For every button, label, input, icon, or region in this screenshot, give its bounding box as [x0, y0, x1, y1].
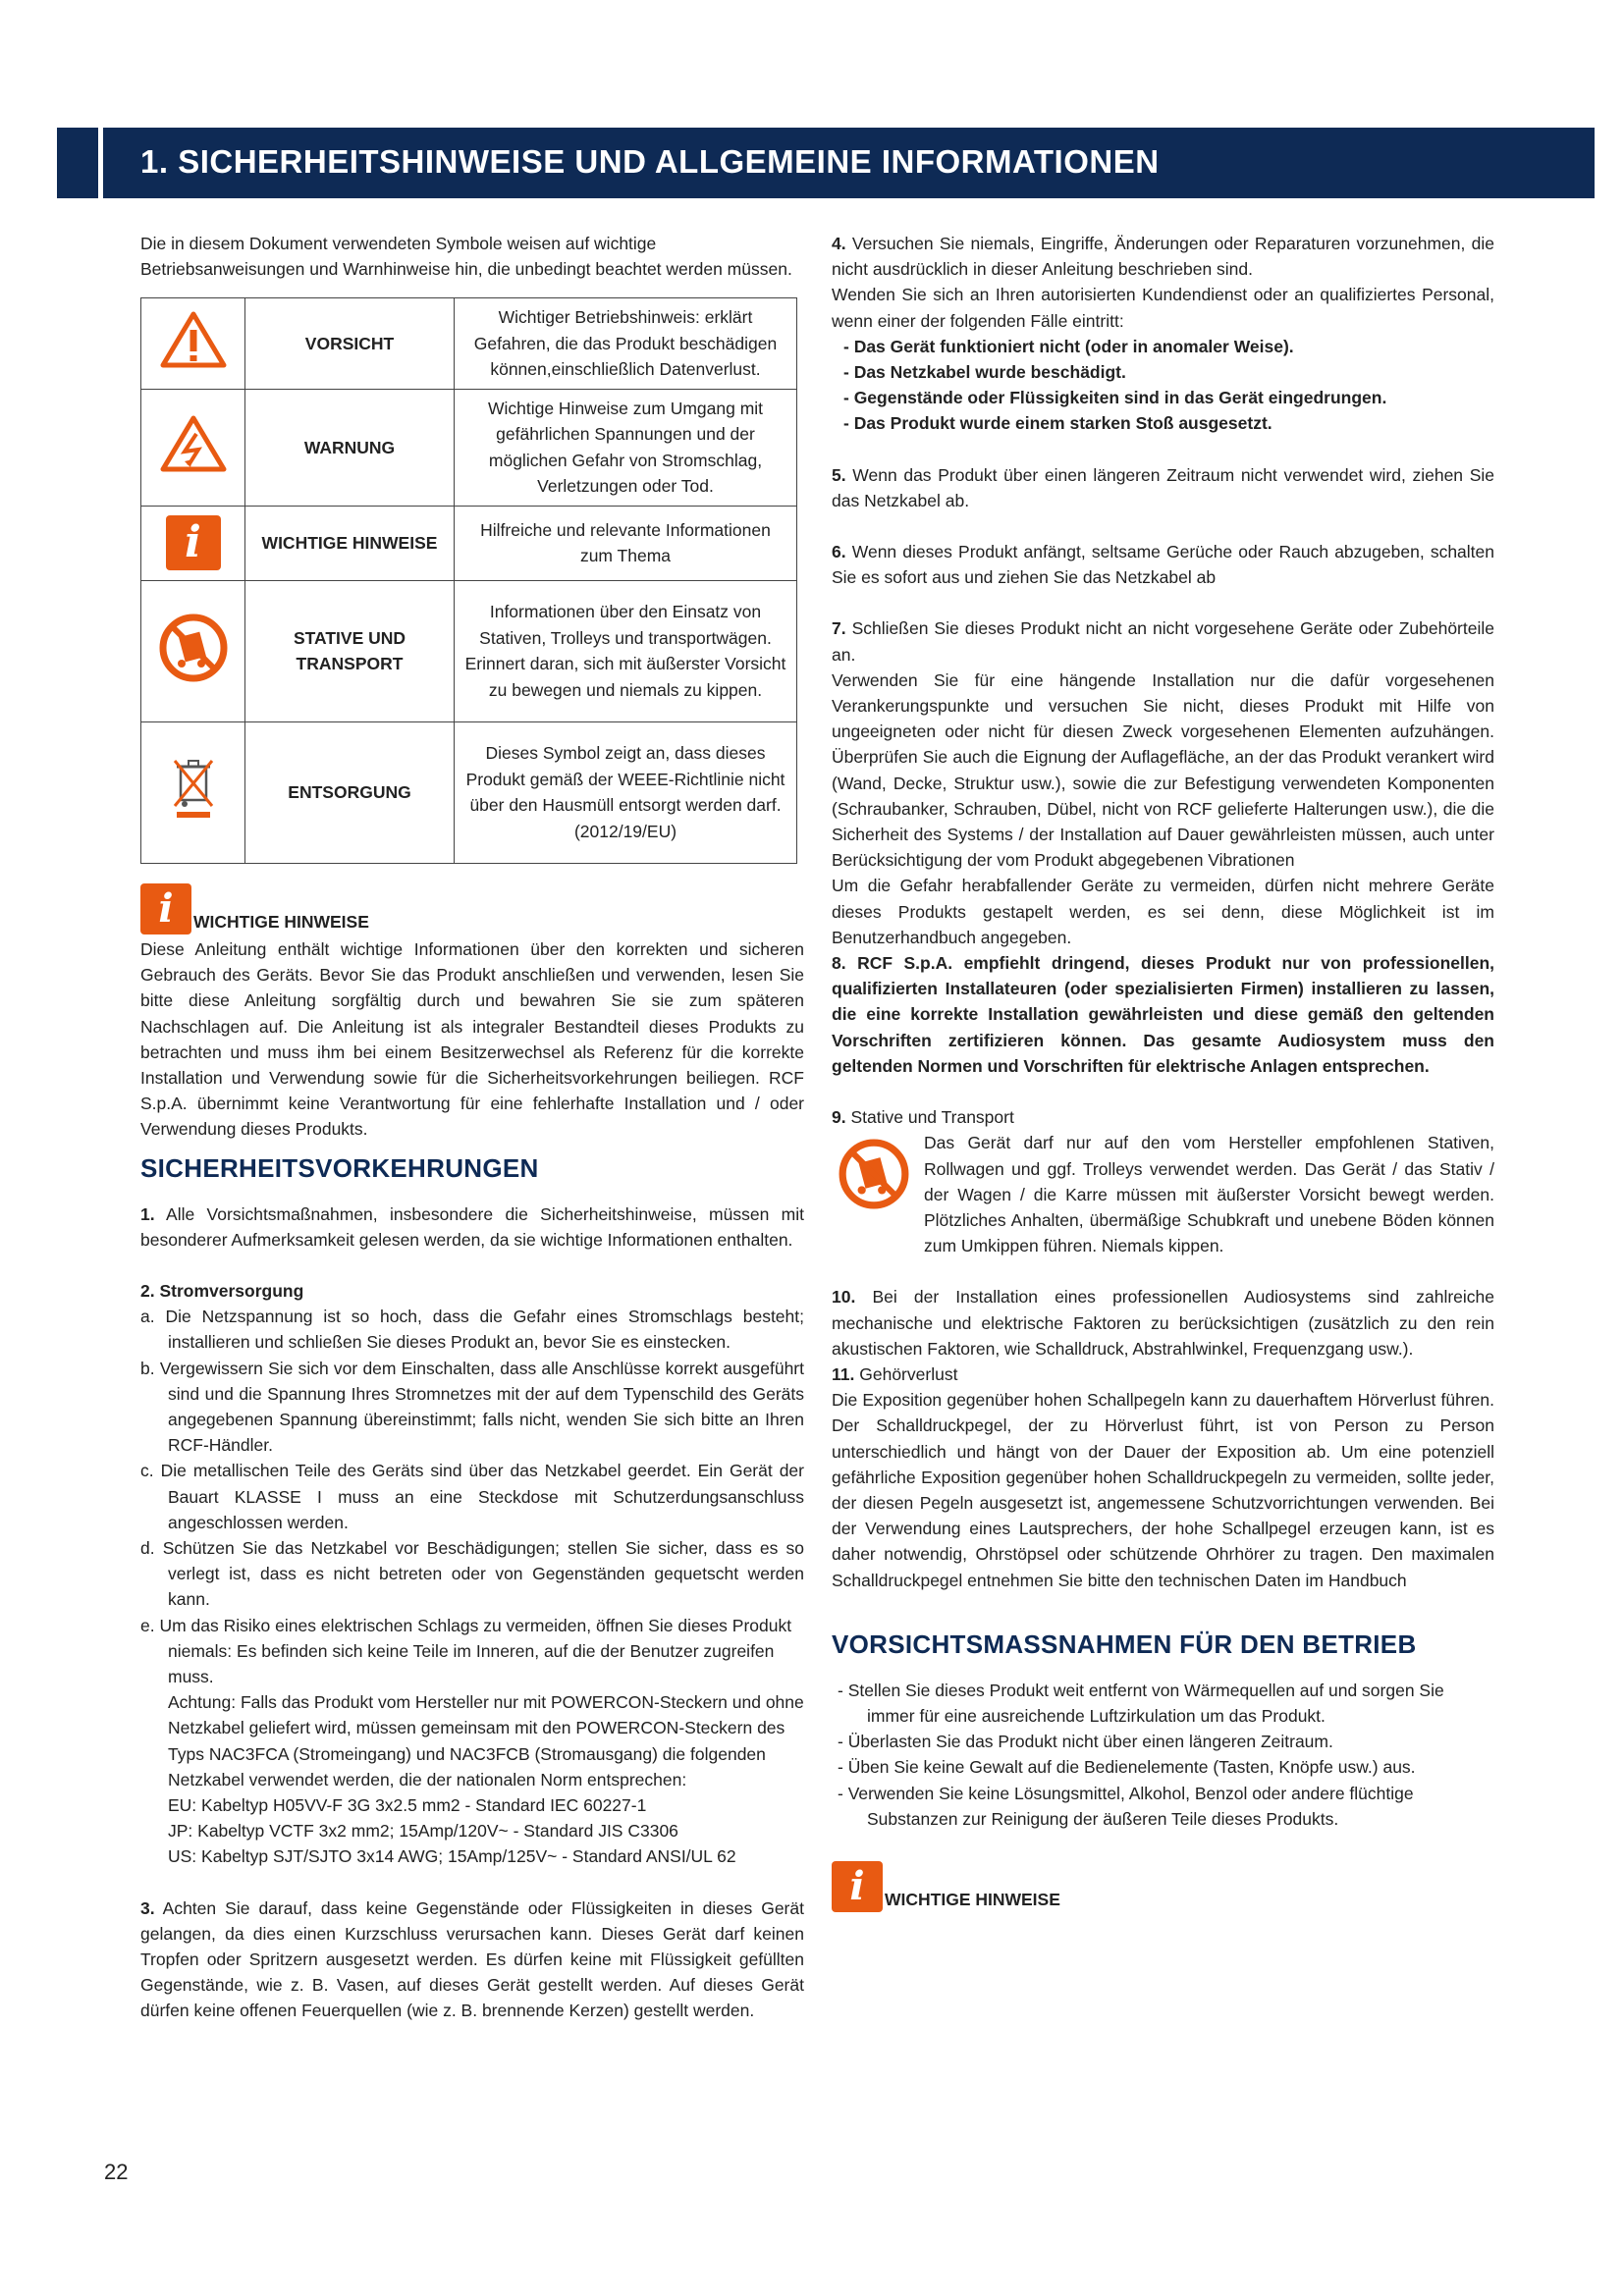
- important-notes-heading: [140, 883, 804, 934]
- item-text: Vergewissern Sie sich vor dem Einschalten, dass alle Anschlüsse korrekt ausgeführt sind und die Spannung Ihres Stromnetzes mit der auf dem Typenschild des Geräts angegebenen Spannung übereinstimmt; falls nicht, wenden Sie sich bitte an Ihren RCF-Händler.: [159, 1358, 804, 1456]
- power-item-b: [140, 1356, 804, 1459]
- item-text: Bei der Installation eines professionellen Audiosystems sind zahlreiche mechanische und elektrische Faktoren zu berücksichtigen (zusätzlich zu den rein akustischen Faktoren, wie Schalldruck, Abstrahlwinkel, Frequenzgang usw.).: [832, 1287, 1494, 1359]
- safety-item-1: [140, 1201, 804, 1253]
- weee-bin-icon: [141, 721, 245, 863]
- power-item-c: [140, 1458, 804, 1535]
- item-text: Um das Risiko eines elektrischen Schlags zu vermeiden, öffnen Sie dieses Produkt niemals: Es befinden sich keine Teile im Inneren, auf die der Benutzer zugreifen muss.: [159, 1615, 792, 1686]
- safety-item-7: [832, 615, 1494, 667]
- symbol-label: ENTSORGUNG: [245, 721, 455, 863]
- operation-item: - Überlasten Sie das Produkt nicht über einen längeren Zeitraum.: [838, 1732, 1333, 1752]
- service-case: - Das Produkt wurde einem starken Stoß ausgesetzt.: [843, 413, 1272, 434]
- item-key: a.: [140, 1307, 155, 1327]
- item-key: e.: [140, 1615, 155, 1635]
- operation-heading: VORSICHTSMASSNAHMEN FÜR DEN BETRIEB: [832, 1629, 1417, 1659]
- operation-list: [832, 1678, 1494, 1832]
- cable-spec-us: US: Kabeltyp SJT/SJTO 3x14 AWG; 15Amp/125V~ - Standard ANSI/UL 62: [168, 1846, 736, 1867]
- important-notes-label: WICHTIGE HINWEISE: [193, 911, 369, 932]
- no-trolley-icon: [141, 580, 245, 721]
- stacking-note: Um die Gefahr herabfallender Geräte zu vermeiden, dürfen nicht mehrere Geräte dieses Produkts gestapelt werden, es sei denn, diese Möglichkeit ist im Benutzerhandbuch angegeben.: [832, 876, 1494, 947]
- no-trolley-icon: [838, 1138, 910, 1217]
- item-key: d.: [140, 1537, 155, 1558]
- service-case: - Gegenstände oder Flüssigkeiten sind in das Gerät eingedrungen.: [843, 388, 1387, 408]
- hearing-loss-text: Die Exposition gegenüber hohen Schallpegeln kann zu dauerhaftem Hörverlust führen. Der Schalldruckpegel, der zu Hörverlust führt, ist von Person zu Person unterschiedlich und hängt von der Dauer der Exposition ab. Um eine potenziell gefährliche Exposition gegenüber hohen Schalldruckpegeln zu vermeiden, sollte jeder, der diesen Pegeln ausgesetzt ist, angemessene Schutzvorrichtungen verwenden. Bei der Verwendung eines Lautsprechers, der hohe Schallpegel erzeugen kann, ist es daher notwendig, Ohrstöpsel oder schützende Ohrhörer zu tragen. Den maximalen Schalldruckpegel entnehmen Sie bitte den technischen Daten im Handbuch: [832, 1390, 1494, 1590]
- safety-item-9-title: [832, 1104, 1494, 1130]
- item-number: 4.: [832, 234, 846, 253]
- symbol-description: Informationen über den Einsatz von Stativen, Trolleys und transportwägen. Erinnert daran, sich mit äußerster Vorsicht zu bewegen und niemals zu kippen.: [455, 580, 797, 721]
- safety-item-4: [832, 231, 1494, 282]
- item-key: c.: [140, 1461, 154, 1481]
- transport-text: Das Gerät darf nur auf den vom Hersteller empfohlenen Stativen, Rollwagen und ggf. Trolleys verwendet werden. Das Gerät / das Stativ / der Wagen / die Karre müssen mit äußerster Vorsicht bewegt werden. Plötzliches Anhalten, übermäßige Schubkraft und unebene Böden können zum Umkippen führen. Niemals kippen.: [924, 1133, 1494, 1256]
- powercon-note: Achtung: Falls das Produkt vom Hersteller nur mit POWERCON-Steckern und ohne Netzkabel geliefert wird, müssen gemeinsam mit den POWERCON-Steckern des Typs NAC3FCA (Stromeingang) und NAC3FCB (Stromausgang) die folgenden Netzkabel verwendet werden, die der nationalen Norm entsprechen:: [168, 1692, 804, 1789]
- symbol-description: [455, 721, 797, 863]
- important-notes-heading-2: [832, 1861, 1494, 1912]
- warning-triangle-icon: [141, 298, 245, 390]
- operation-item: - Üben Sie keine Gewalt auf die Bedienelemente (Tasten, Knöpfe usw.) aus.: [838, 1757, 1416, 1778]
- item-key: b.: [140, 1358, 155, 1378]
- safety-item-6: [832, 539, 1494, 590]
- operation-item: - Verwenden Sie keine Lösungsmittel, Alkohol, Benzol oder andere flüchtige Substanzen zur Reinigung der äußeren Teile dieses Produkts.: [838, 1783, 1414, 1829]
- safety-item-8: 8. RCF S.p.A. empfiehlt dringend, dieses Produkt nur von professionellen, qualifizierten Installateuren (oder spezialisierten Firmen) installieren zu lassen, die eine korrekte Installation gewährleisten und diese gemäß den geltenden Vorschriften zertifizieren können. Das gesamte Audiosystem muss den geltenden Normen und Vorschriften für elektrische Anlagen entsprechen.: [832, 953, 1494, 1076]
- power-supply-title: 2. Stromversorgung: [140, 1280, 304, 1301]
- safety-item-3: [140, 1896, 804, 2024]
- symbol-label: VORSICHT: [245, 298, 455, 390]
- item-text: Die Netzspannung ist so hoch, dass die Gefahr eines Stromschlags besteht; installieren und schließen Sie dieses Produkt an, bevor Sie es einstecken.: [165, 1307, 804, 1353]
- symbol-label: STATIVE UND TRANSPORT: [245, 580, 455, 721]
- safety-heading: SICHERHEITSVORKEHRUNGEN: [140, 1152, 539, 1183]
- item-number: 10.: [832, 1287, 856, 1308]
- item-number: 9.: [832, 1107, 846, 1128]
- symbol-row-disposal: [141, 721, 797, 863]
- item-title: Gehörverlust: [859, 1363, 958, 1384]
- intro-text: Die in diesem Dokument verwendeten Symbole weisen auf wichtige Betriebsanweisungen und Warnhinweise hin, die unbedingt beachtet werden müssen.: [140, 234, 792, 280]
- symbol-row-warning: [141, 389, 797, 506]
- symbol-table: [140, 297, 797, 864]
- item-number: 5.: [832, 464, 846, 485]
- safety-item-11-title: [832, 1362, 1494, 1387]
- cable-spec-eu: EU: Kabeltyp H05VV-F 3G 3x2.5 mm2 - Standard IEC 60227-1: [168, 1795, 647, 1815]
- info-icon: i: [141, 506, 245, 580]
- symbol-label: WICHTIGE HINWEISE: [245, 506, 455, 580]
- info-icon: i: [140, 883, 191, 934]
- operation-item: - Stellen Sie dieses Produkt weit entfernt von Wärmequellen auf und sorgen Sie immer für eine ausreichende Luftzirkulation um das Produkt.: [838, 1680, 1444, 1726]
- item-text: Wenn dieses Produkt anfängt, seltsame Gerüche oder Rauch abzugeben, schalten Sie es sofort aus und ziehen Sie das Netzkabel ab: [832, 542, 1494, 588]
- info-icon: i: [832, 1861, 883, 1912]
- symbol-description-ref: (2012/19/EU): [573, 821, 677, 841]
- item-text: Achten Sie darauf, dass keine Gegenstände oder Flüssigkeiten in dieses Gerät gelangen, da dies einen Kurzschluss verursachen kann. Dieses Gerät darf keinen Tropfen oder Spritzern ausgesetzt werden. Es dürfen keine mit Flüssigkeit gefüllten Gegenstände, wie z. B. Vasen, auf dieses Gerät gestellt werden. Auf dieses Gerät dürfen keine offenen Feuerquellen (wie z. B. brennende Kerzen) gestellt werden.: [140, 1897, 804, 2021]
- symbol-description-text: Dieses Symbol zeigt an, dass dieses Produkt gemäß der WEEE-Richtlinie nicht über den Hausmüll entsorgt werden darf.: [465, 743, 785, 816]
- service-case: - Das Gerät funktioniert nicht (oder in anomaler Weise).: [843, 336, 1294, 356]
- page-number: 22: [104, 2160, 129, 2184]
- service-case: - Das Netzkabel wurde beschädigt.: [843, 362, 1126, 383]
- safety-item-5: [832, 462, 1494, 513]
- power-item-e: [140, 1613, 804, 1690]
- high-voltage-icon: [141, 389, 245, 506]
- item-text: Alle Vorsichtsmaßnahmen, insbesondere die Sicherheitshinweise, müssen mit besonderer Aufmerksamkeit gelesen werden, da sie wichtige Informationen enthalten.: [140, 1203, 805, 1250]
- item-number: 7.: [832, 618, 846, 639]
- section-title: 1. SICHERHEITSHINWEISE UND ALLGEMEINE INFORMATIONEN: [140, 143, 1160, 180]
- item-text: Die metallischen Teile des Geräts sind über das Netzkabel geerdet. Ein Gerät der Bauart KLASSE I muss an eine Steckdose mit Schutzerdungsanschluss angeschlossen werden.: [160, 1461, 804, 1532]
- left-column: [140, 231, 804, 2024]
- cable-spec-jp: JP: Kabeltyp VCTF 3x2 mm2; 15Amp/120V~ - Standard JIS C3306: [168, 1821, 678, 1842]
- item-text: Wenn das Produkt über einen längeren Zeitraum nicht verwendet wird, ziehen Sie das Netzkabel ab.: [832, 464, 1494, 510]
- symbol-row-caution: [141, 298, 797, 390]
- suspension-note: Verwenden Sie für eine hängende Installation nur die dafür vorgesehenen Verankerungspunkte und versuchen Sie nicht, dieses Produkt mit Hilfe von ungeeigneten oder nicht für diesen Zweck vorgesehenen Elementen aufzuhängen. Überprüfen Sie auch die Eignung der Auflagefläche, an der das Produkt verankert wird (Wand, Decke, Struktur usw.), sowie die zur Befestigung verwendeten Komponenten (Schraubanker, Schrauben, Dübel, nicht von RCF gelieferte Halterungen usw.), die die Sicherheit des Systems / der Installation auf Dauer gewährleisten müssen, auch unter Berücksichtigung der vom Produkt abgegebenen Vibrationen: [832, 669, 1494, 871]
- symbol-row-transport: [141, 580, 797, 721]
- power-item-d: [140, 1535, 804, 1613]
- item-number: 1.: [140, 1203, 155, 1224]
- item-text: Schließen Sie dieses Produkt nicht an nicht vorgesehene Geräte oder Zubehörteile an.: [832, 618, 1494, 665]
- symbol-row-info: [141, 506, 797, 580]
- item-text: Schützen Sie das Netzkabel vor Beschädigungen; stellen Sie sicher, dass es so verlegt ist, dass es nicht betreten oder von Gegenständen gequetscht werden kann.: [162, 1537, 804, 1610]
- symbol-description: Hilfreiche und relevante Informationen zum Thema: [455, 506, 797, 580]
- safety-item-10: [832, 1284, 1494, 1362]
- service-note: Wenden Sie sich an Ihren autorisierten Kundendienst oder an qualifiziertes Personal, wenn einer der folgenden Fälle eintritt:: [832, 285, 1494, 331]
- header-separator: [98, 128, 103, 198]
- item-text: Versuchen Sie niemals, Eingriffe, Änderungen oder Reparaturen vorzunehmen, die nicht ausdrücklich in dieser Anleitung beschrieben sind.: [832, 234, 1494, 280]
- power-item-a: [140, 1304, 804, 1355]
- symbol-description: Wichtiger Betriebshinweis: erklärt Gefahren, die das Produkt beschädigen können,einschließlich Datenverlust.: [455, 298, 797, 390]
- item-number: 6.: [832, 542, 846, 562]
- item-title: Stative und Transport: [850, 1107, 1014, 1128]
- symbol-label: WARNUNG: [245, 389, 455, 506]
- transport-block: [832, 1130, 1494, 1258]
- important-notes-label: WICHTIGE HINWEISE: [885, 1889, 1060, 1909]
- symbol-description: Wichtige Hinweise zum Umgang mit gefährlichen Spannungen und der möglichen Gefahr von Stromschlag, Verletzungen oder Tod.: [455, 389, 797, 506]
- important-notes-text: Diese Anleitung enthält wichtige Informationen über den korrekten und sicheren Gebrauch des Geräts. Bevor Sie das Produkt anschließen und verwenden, lesen Sie bitte diese Anleitung sorgfältig durch und bewahren Sie sie zum späteren Nachschlagen auf. Die Anleitung ist als integraler Bestandteil dieses Produkts zu betrachten und muss ihm bei einem Besitzerwechsel als Referenz für die korrekte Installation und Verwendung sowie für die Sicherheitsvorkehrungen beiliegen. RCF S.p.A. übernimmt keine Verantwortung für eine fehlerhafte Installation und / oder Verwendung dieses Produkts.: [140, 938, 804, 1140]
- right-column: [832, 231, 1494, 1914]
- item-number: 3.: [140, 1897, 155, 1918]
- item-number: 11.: [832, 1363, 855, 1384]
